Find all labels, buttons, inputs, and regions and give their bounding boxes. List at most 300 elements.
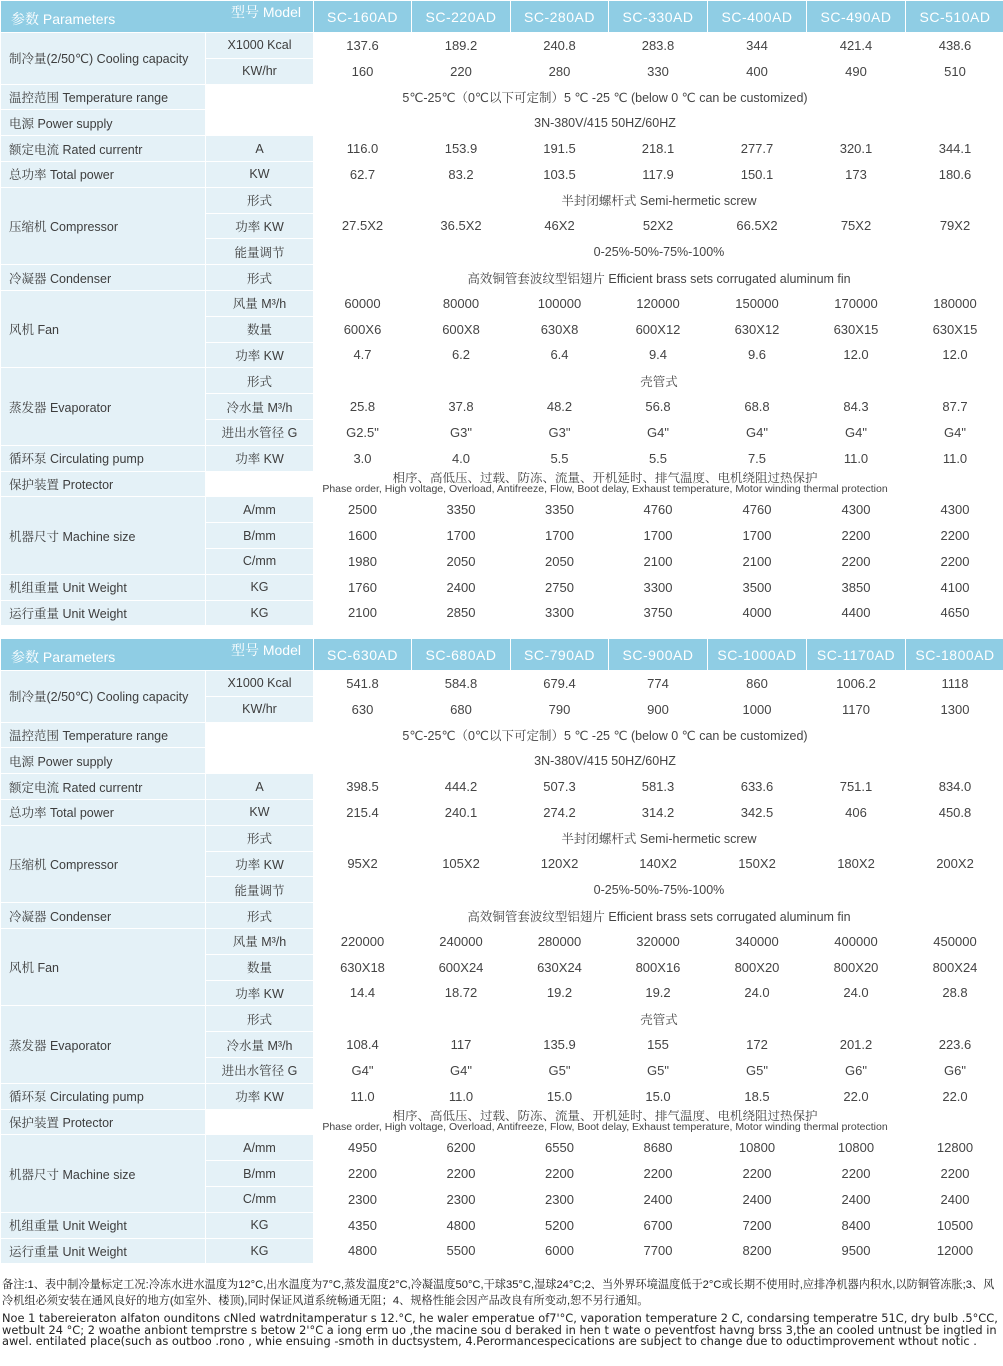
rated-current-value: 834.0 xyxy=(906,774,1003,799)
unit-label: 能量调节 xyxy=(206,877,313,902)
running-weight-value: 3750 xyxy=(609,601,707,626)
total-power-value: 103.5 xyxy=(511,162,608,187)
unit-label: 功率 KW xyxy=(206,1084,313,1109)
total-power-value: 62.7 xyxy=(314,162,411,187)
unit-weight-value: 3500 xyxy=(708,575,806,600)
cooling-kcal-value: 1006.2 xyxy=(807,671,905,696)
machine-size-label: 机器尺寸 Machine size xyxy=(1,497,205,573)
unit-label: C/mm xyxy=(206,549,313,574)
pipe-size-value: G6" xyxy=(807,1058,905,1083)
pump-power-value: 7.5 xyxy=(708,446,806,471)
chilled-water-value: 108.4 xyxy=(314,1032,411,1057)
notes-chinese: 备注:1、表中制冷量标定工况:冷冻水进水温度为12°C,出水温度为7°C,蒸发温度2°C,冷凝温度50°C,干球35°C,湿球24°C;2、当外界环境温度低于2°C或长期不使用时,应排净机器内积水,以防铜管冻胀;3、风冷机组必须安装在通风良好的地方(如室外、楼顶),同时保证风道系统畅通无阻；4、规格性能会因产品改良有所变动,恕不另行通知。 xyxy=(2,1279,995,1307)
unit-label: KG xyxy=(206,1239,313,1264)
cooling-capacity-label: 制冷量(2/50℃) Cooling capacity xyxy=(1,671,205,722)
cooling-kcal-value: 774 xyxy=(609,671,707,696)
rated-current-label: 额定电流 Rated currentr xyxy=(1,774,205,799)
compressor-power-value: 52X2 xyxy=(609,214,707,239)
protector-label: 保护装置 Protector xyxy=(1,1110,205,1135)
compressor-type-value: 半封闭螺杆式 Semi-hermetic screw xyxy=(314,826,1003,851)
size-c-value: 2400 xyxy=(708,1187,806,1212)
unit-label: 形式 xyxy=(206,188,313,213)
size-c-value: 2200 xyxy=(906,549,1003,574)
model-name: SC-510AD xyxy=(906,1,1003,32)
size-a-value: 4760 xyxy=(708,497,806,522)
cooling-kcal-value: 137.6 xyxy=(314,33,411,58)
total-power-value: 215.4 xyxy=(314,800,411,825)
unit-weight-value: 8400 xyxy=(807,1213,905,1238)
unit-weight-value: 2750 xyxy=(511,575,608,600)
model-name: SC-630AD xyxy=(314,639,411,670)
running-weight-value: 5500 xyxy=(412,1239,510,1264)
size-b-value: 1700 xyxy=(708,523,806,548)
running-weight-value: 4000 xyxy=(708,601,806,626)
unit-label: 风量 M³/h xyxy=(206,291,313,316)
condenser-label: 冷凝器 Condenser xyxy=(1,265,205,290)
unit-label: 形式 xyxy=(206,826,313,851)
cooling-kcal-value: 1118 xyxy=(906,671,1003,696)
unit-label: 风量 M³/h xyxy=(206,929,313,954)
running-weight-value: 2100 xyxy=(314,601,411,626)
size-a-value: 4300 xyxy=(807,497,905,522)
total-power-value: 342.5 xyxy=(708,800,806,825)
compressor-power-value: 66.5X2 xyxy=(708,214,806,239)
model-name: SC-490AD xyxy=(807,1,905,32)
total-power-value: 117.9 xyxy=(609,162,707,187)
pipe-size-value: G2.5" xyxy=(314,420,411,445)
pump-power-value: 22.0 xyxy=(807,1084,905,1109)
cooling-kw-value: 510 xyxy=(906,59,1003,84)
unit-weight-value: 5200 xyxy=(511,1213,608,1238)
unit-weight-value: 4350 xyxy=(314,1213,411,1238)
size-c-value: 2100 xyxy=(609,549,707,574)
energy-regulation-value: 0-25%-50%-75%-100% xyxy=(314,877,1003,902)
chilled-water-value: 56.8 xyxy=(609,394,707,419)
size-b-value: 1700 xyxy=(609,523,707,548)
chilled-water-value: 223.6 xyxy=(906,1032,1003,1057)
chilled-water-value: 48.2 xyxy=(511,394,608,419)
cooling-kw-value: 400 xyxy=(708,59,806,84)
unit-label: B/mm xyxy=(206,523,313,548)
pipe-size-value: G4" xyxy=(708,420,806,445)
total-power-value: 83.2 xyxy=(412,162,510,187)
compressor-power-value: 95X2 xyxy=(314,852,411,877)
model-label: 型号 Model xyxy=(230,642,301,658)
pump-power-value: 11.0 xyxy=(314,1084,411,1109)
unit-weight-value: 7200 xyxy=(708,1213,806,1238)
cooling-kw-value: 790 xyxy=(511,697,608,722)
cooling-kw-value: 1170 xyxy=(807,697,905,722)
pipe-size-value: G5" xyxy=(609,1058,707,1083)
protector-value xyxy=(206,472,1003,497)
pump-power-value: 5.5 xyxy=(609,446,707,471)
size-b-value: 2200 xyxy=(412,1161,510,1186)
cooling-kw-value: 280 xyxy=(511,59,608,84)
size-a-value: 2500 xyxy=(314,497,411,522)
rated-current-value: 116.0 xyxy=(314,136,411,161)
temperature-range-value: 5℃-25℃（0℃以下可定制）5 ℃ -25 ℃ (below 0 ℃ can be customized) xyxy=(206,723,1003,748)
unit-weight-value: 1760 xyxy=(314,575,411,600)
unit-label: 形式 xyxy=(206,1006,313,1031)
unit-label: 形式 xyxy=(206,903,313,928)
pump-power-value: 5.5 xyxy=(511,446,608,471)
unit-label: 能量调节 xyxy=(206,239,313,264)
condenser-type-value: 高效铜管套波纹型铝翅片 Efficient brass sets corrugated aluminum fin xyxy=(314,265,1003,290)
unit-label: 功率 KW xyxy=(206,852,313,877)
unit-label: X1000 Kcal xyxy=(206,671,313,696)
total-power-value: 173 xyxy=(807,162,905,187)
fan-airflow-value: 100000 xyxy=(511,291,608,316)
protector-cn: 相序、高低压、过载、防冻、流量、开机延时、排气温度、电机绕阻过热保护 xyxy=(392,1109,818,1123)
total-power-value: 314.2 xyxy=(609,800,707,825)
pump-power-value: 11.0 xyxy=(412,1084,510,1109)
cooling-kw-value: 1000 xyxy=(708,697,806,722)
fan-power-value: 24.0 xyxy=(708,981,806,1006)
running-weight-label: 运行重量 Unit Weight xyxy=(1,1239,205,1264)
model-name: SC-400AD xyxy=(708,1,806,32)
circulating-pump-label: 循环泵 Circulating pump xyxy=(1,446,205,471)
unit-label: KG xyxy=(206,575,313,600)
running-weight-value: 6000 xyxy=(511,1239,608,1264)
size-c-value: 2100 xyxy=(708,549,806,574)
pipe-size-value: G4" xyxy=(906,420,1003,445)
size-c-value: 2300 xyxy=(511,1187,608,1212)
total-power-value: 450.8 xyxy=(906,800,1003,825)
unit-label: KG xyxy=(206,601,313,626)
pump-power-value: 15.0 xyxy=(511,1084,608,1109)
compressor-power-value: 75X2 xyxy=(807,214,905,239)
unit-label: 数量 xyxy=(206,955,313,980)
running-weight-value: 12000 xyxy=(906,1239,1003,1264)
condenser-label: 冷凝器 Condenser xyxy=(1,903,205,928)
protector-en: Phase order, High voltage, Overload, Antifreeze, Flow, Boot delay, Exhaust temperature, Motor winding thermal protection xyxy=(322,482,888,495)
condenser-type-value: 高效铜管套波纹型铝翅片 Efficient brass sets corrugated aluminum fin xyxy=(314,903,1003,928)
cooling-kcal-value: 584.8 xyxy=(412,671,510,696)
size-b-value: 2200 xyxy=(906,1161,1003,1186)
pipe-size-value: G3" xyxy=(412,420,510,445)
running-weight-value: 4650 xyxy=(906,601,1003,626)
rated-current-label: 额定电流 Rated currentr xyxy=(1,136,205,161)
unit-label: KG xyxy=(206,1213,313,1238)
chilled-water-value: 172 xyxy=(708,1032,806,1057)
running-weight-value: 2850 xyxy=(412,601,510,626)
rated-current-value: 751.1 xyxy=(807,774,905,799)
size-c-value: 2200 xyxy=(807,549,905,574)
size-a-value: 6200 xyxy=(412,1135,510,1160)
model-name: SC-1000AD xyxy=(708,639,806,670)
size-c-value: 2400 xyxy=(807,1187,905,1212)
rated-current-value: 153.9 xyxy=(412,136,510,161)
fan-power-value: 4.7 xyxy=(314,343,411,368)
spec-table-2 xyxy=(0,638,1003,1264)
total-power-label: 总功率 Total power xyxy=(1,800,205,825)
size-c-value: 2300 xyxy=(314,1187,411,1212)
chilled-water-value: 87.7 xyxy=(906,394,1003,419)
chilled-water-value: 201.2 xyxy=(807,1032,905,1057)
model-name: SC-680AD xyxy=(412,639,510,670)
compressor-power-value: 140X2 xyxy=(609,852,707,877)
spec-table-1 xyxy=(0,0,1003,626)
unit-weight-value: 3300 xyxy=(609,575,707,600)
running-weight-value: 4400 xyxy=(807,601,905,626)
fan-airflow-value: 320000 xyxy=(609,929,707,954)
size-b-value: 1700 xyxy=(511,523,608,548)
cooling-kcal-value: 283.8 xyxy=(609,33,707,58)
running-weight-value: 3300 xyxy=(511,601,608,626)
model-name: SC-900AD xyxy=(609,639,707,670)
fan-airflow-value: 120000 xyxy=(609,291,707,316)
total-power-value: 150.1 xyxy=(708,162,806,187)
size-c-value: 2400 xyxy=(906,1187,1003,1212)
rated-current-value: 344.1 xyxy=(906,136,1003,161)
cooling-capacity-label: 制冷量(2/50℃) Cooling capacity xyxy=(1,33,205,84)
pipe-size-value: G3" xyxy=(511,420,608,445)
size-b-value: 2200 xyxy=(807,1161,905,1186)
total-power-value: 240.1 xyxy=(412,800,510,825)
unit-label: KW xyxy=(206,162,313,187)
rated-current-value: 277.7 xyxy=(708,136,806,161)
chilled-water-value: 25.8 xyxy=(314,394,411,419)
cooling-kcal-value: 438.6 xyxy=(906,33,1003,58)
size-a-value: 3350 xyxy=(511,497,608,522)
model-name: SC-790AD xyxy=(511,639,608,670)
unit-label: B/mm xyxy=(206,1161,313,1186)
cooling-kcal-value: 541.8 xyxy=(314,671,411,696)
cooling-kcal-value: 860 xyxy=(708,671,806,696)
cooling-kcal-value: 344 xyxy=(708,33,806,58)
pump-power-value: 18.5 xyxy=(708,1084,806,1109)
compressor-power-value: 150X2 xyxy=(708,852,806,877)
compressor-power-value: 105X2 xyxy=(412,852,510,877)
pump-power-value: 11.0 xyxy=(807,446,905,471)
cooling-kw-value: 490 xyxy=(807,59,905,84)
fan-power-value: 14.4 xyxy=(314,981,411,1006)
rated-current-value: 191.5 xyxy=(511,136,608,161)
fan-quantity-value: 630X15 xyxy=(807,317,905,342)
parameters-model-header xyxy=(1,1,313,32)
model-name: SC-280AD xyxy=(511,1,608,32)
machine-size-label: 机器尺寸 Machine size xyxy=(1,1135,205,1211)
unit-weight-value: 3850 xyxy=(807,575,905,600)
unit-label: 形式 xyxy=(206,368,313,393)
unit-label: 功率 KW xyxy=(206,214,313,239)
temperature-range-label: 温控范围 Temperature range xyxy=(1,723,205,748)
fan-airflow-value: 150000 xyxy=(708,291,806,316)
compressor-label: 压缩机 Compressor xyxy=(1,826,205,902)
fan-airflow-value: 60000 xyxy=(314,291,411,316)
cooling-kw-value: 680 xyxy=(412,697,510,722)
evaporator-label: 蒸发器 Evaporator xyxy=(1,1006,205,1082)
rated-current-value: 581.3 xyxy=(609,774,707,799)
compressor-power-value: 120X2 xyxy=(511,852,608,877)
running-weight-value: 8200 xyxy=(708,1239,806,1264)
unit-label: 功率 KW xyxy=(206,343,313,368)
running-weight-value: 4800 xyxy=(314,1239,411,1264)
cooling-kcal-value: 679.4 xyxy=(511,671,608,696)
fan-airflow-value: 400000 xyxy=(807,929,905,954)
fan-airflow-value: 450000 xyxy=(906,929,1003,954)
temperature-range-value: 5℃-25℃（0℃以下可定制）5 ℃ -25 ℃ (below 0 ℃ can be customized) xyxy=(206,85,1003,110)
cooling-kcal-value: 240.8 xyxy=(511,33,608,58)
model-label: 型号 Model xyxy=(230,4,301,20)
fan-quantity-value: 600X12 xyxy=(609,317,707,342)
cooling-kw-value: 220 xyxy=(412,59,510,84)
unit-label: 进出水管径 G xyxy=(206,420,313,445)
pipe-size-value: G5" xyxy=(511,1058,608,1083)
fan-quantity-value: 600X8 xyxy=(412,317,510,342)
unit-label: A/mm xyxy=(206,1135,313,1160)
cooling-kcal-value: 189.2 xyxy=(412,33,510,58)
total-power-value: 180.6 xyxy=(906,162,1003,187)
pipe-size-value: G5" xyxy=(708,1058,806,1083)
pump-power-value: 3.0 xyxy=(314,446,411,471)
unit-label: 功率 KW xyxy=(206,981,313,1006)
protector-cn: 相序、高低压、过载、防冻、流量、开机延时、排气温度、电机绕阻过热保护 xyxy=(392,471,818,485)
fan-quantity-value: 800X24 xyxy=(906,955,1003,980)
rated-current-value: 507.3 xyxy=(511,774,608,799)
cooling-kw-value: 160 xyxy=(314,59,411,84)
unit-label: A/mm xyxy=(206,497,313,522)
size-a-value: 4300 xyxy=(906,497,1003,522)
unit-label: 数量 xyxy=(206,317,313,342)
power-supply-label: 电源 Power supply xyxy=(1,110,205,135)
cooling-kcal-value: 421.4 xyxy=(807,33,905,58)
fan-airflow-value: 240000 xyxy=(412,929,510,954)
size-a-value: 4950 xyxy=(314,1135,411,1160)
unit-label: 功率 KW xyxy=(206,446,313,471)
protector-en: Phase order, High voltage, Overload, Antifreeze, Flow, Boot delay, Exhaust temperature, Motor winding thermal protection xyxy=(322,1120,888,1133)
chilled-water-value: 84.3 xyxy=(807,394,905,419)
fan-airflow-value: 180000 xyxy=(906,291,1003,316)
fan-power-value: 12.0 xyxy=(807,343,905,368)
model-name: SC-160AD xyxy=(314,1,411,32)
size-a-value: 8680 xyxy=(609,1135,707,1160)
unit-weight-value: 2400 xyxy=(412,575,510,600)
size-a-value: 10800 xyxy=(708,1135,806,1160)
total-power-value: 274.2 xyxy=(511,800,608,825)
pipe-size-value: G6" xyxy=(906,1058,1003,1083)
unit-label: KW xyxy=(206,800,313,825)
unit-label: 形式 xyxy=(206,265,313,290)
unit-label: A xyxy=(206,774,313,799)
fan-power-value: 9.6 xyxy=(708,343,806,368)
fan-power-value: 19.2 xyxy=(609,981,707,1006)
fan-quantity-value: 800X16 xyxy=(609,955,707,980)
fan-power-value: 6.4 xyxy=(511,343,608,368)
unit-weight-label: 机组重量 Unit Weight xyxy=(1,1213,205,1238)
fan-power-value: 24.0 xyxy=(807,981,905,1006)
cooling-kw-value: 630 xyxy=(314,697,411,722)
parameters-label: 参数 Parameters xyxy=(11,11,116,27)
size-a-value: 3350 xyxy=(412,497,510,522)
cooling-kw-value: 900 xyxy=(609,697,707,722)
pump-power-value: 11.0 xyxy=(906,446,1003,471)
protector-value xyxy=(206,1110,1003,1135)
compressor-power-value: 36.5X2 xyxy=(412,214,510,239)
pipe-size-value: G4" xyxy=(609,420,707,445)
evaporator-type-value: 壳管式 xyxy=(314,1006,1003,1031)
model-name: SC-220AD xyxy=(412,1,510,32)
fan-airflow-value: 80000 xyxy=(412,291,510,316)
fan-quantity-value: 600X6 xyxy=(314,317,411,342)
fan-power-value: 6.2 xyxy=(412,343,510,368)
fan-quantity-value: 630X12 xyxy=(708,317,806,342)
compressor-power-value: 27.5X2 xyxy=(314,214,411,239)
chilled-water-value: 117 xyxy=(412,1032,510,1057)
chilled-water-value: 68.8 xyxy=(708,394,806,419)
size-b-value: 2200 xyxy=(708,1161,806,1186)
unit-weight-value: 4100 xyxy=(906,575,1003,600)
running-weight-label: 运行重量 Unit Weight xyxy=(1,601,205,626)
model-name: SC-1800AD xyxy=(906,639,1003,670)
unit-label: KW/hr xyxy=(206,59,313,84)
fan-power-value: 28.8 xyxy=(906,981,1003,1006)
power-supply-value: 3N-380V/415 50HZ/60HZ xyxy=(206,110,1003,135)
fan-quantity-value: 630X24 xyxy=(511,955,608,980)
size-a-value: 10800 xyxy=(807,1135,905,1160)
unit-label: KW/hr xyxy=(206,697,313,722)
size-c-value: 2050 xyxy=(412,549,510,574)
compressor-power-value: 79X2 xyxy=(906,214,1003,239)
cooling-kw-value: 1300 xyxy=(906,697,1003,722)
fan-power-value: 19.2 xyxy=(511,981,608,1006)
pump-power-value: 4.0 xyxy=(412,446,510,471)
size-c-value: 2400 xyxy=(609,1187,707,1212)
pipe-size-value: G4" xyxy=(807,420,905,445)
size-b-value: 1700 xyxy=(412,523,510,548)
cooling-kw-value: 330 xyxy=(609,59,707,84)
protector-label: 保护装置 Protector xyxy=(1,472,205,497)
compressor-type-value: 半封闭螺杆式 Semi-hermetic screw xyxy=(314,188,1003,213)
running-weight-value: 7700 xyxy=(609,1239,707,1264)
size-b-value: 2200 xyxy=(906,523,1003,548)
compressor-label: 压缩机 Compressor xyxy=(1,188,205,264)
fan-airflow-value: 220000 xyxy=(314,929,411,954)
parameters-model-header xyxy=(1,639,313,670)
parameters-label: 参数 Parameters xyxy=(11,649,116,665)
fan-quantity-value: 630X18 xyxy=(314,955,411,980)
model-name: SC-1170AD xyxy=(807,639,905,670)
size-c-value: 2300 xyxy=(412,1187,510,1212)
fan-power-value: 12.0 xyxy=(906,343,1003,368)
temperature-range-label: 温控范围 Temperature range xyxy=(1,85,205,110)
circulating-pump-label: 循环泵 Circulating pump xyxy=(1,1084,205,1109)
rated-current-value: 398.5 xyxy=(314,774,411,799)
unit-label: 冷水量 M³/h xyxy=(206,394,313,419)
unit-label: X1000 Kcal xyxy=(206,33,313,58)
fan-label: 风机 Fan xyxy=(1,929,205,1005)
rated-current-value: 633.6 xyxy=(708,774,806,799)
fan-power-value: 9.4 xyxy=(609,343,707,368)
notes-english: Noe 1 tabereieraton alfaton ounditons cNled watrdnitamperatur s 12.°C, he waler emperatue of7'°C, vaporation temperature 2 C, condarsing temperatre 51C, dry bulb .5°CC, wetbult 24 °C; 2 woathe anbiont temprstre s betow 2'°C a iong erm uo ,the macine sou d beraked in hen t wate o peventfost havng brss 3,the an cooled untnust be ingtled in awel. entilated place(such as outboo .rono , whie ensuing -smoth in ductsystem, 4.Perormancespecications are subject to change due to oductimprovement wthout notic . xyxy=(2,1311,998,1349)
size-a-value: 12800 xyxy=(906,1135,1003,1160)
size-c-value: 1980 xyxy=(314,549,411,574)
total-power-value: 406 xyxy=(807,800,905,825)
size-b-value: 2200 xyxy=(609,1161,707,1186)
chilled-water-value: 37.8 xyxy=(412,394,510,419)
size-c-value: 2050 xyxy=(511,549,608,574)
total-power-label: 总功率 Total power xyxy=(1,162,205,187)
chilled-water-value: 135.9 xyxy=(511,1032,608,1057)
evaporator-label: 蒸发器 Evaporator xyxy=(1,368,205,444)
size-b-value: 2200 xyxy=(314,1161,411,1186)
model-name: SC-330AD xyxy=(609,1,707,32)
rated-current-value: 218.1 xyxy=(609,136,707,161)
fan-quantity-value: 600X24 xyxy=(412,955,510,980)
size-b-value: 2200 xyxy=(807,523,905,548)
evaporator-type-value: 壳管式 xyxy=(314,368,1003,393)
fan-power-value: 18.72 xyxy=(412,981,510,1006)
